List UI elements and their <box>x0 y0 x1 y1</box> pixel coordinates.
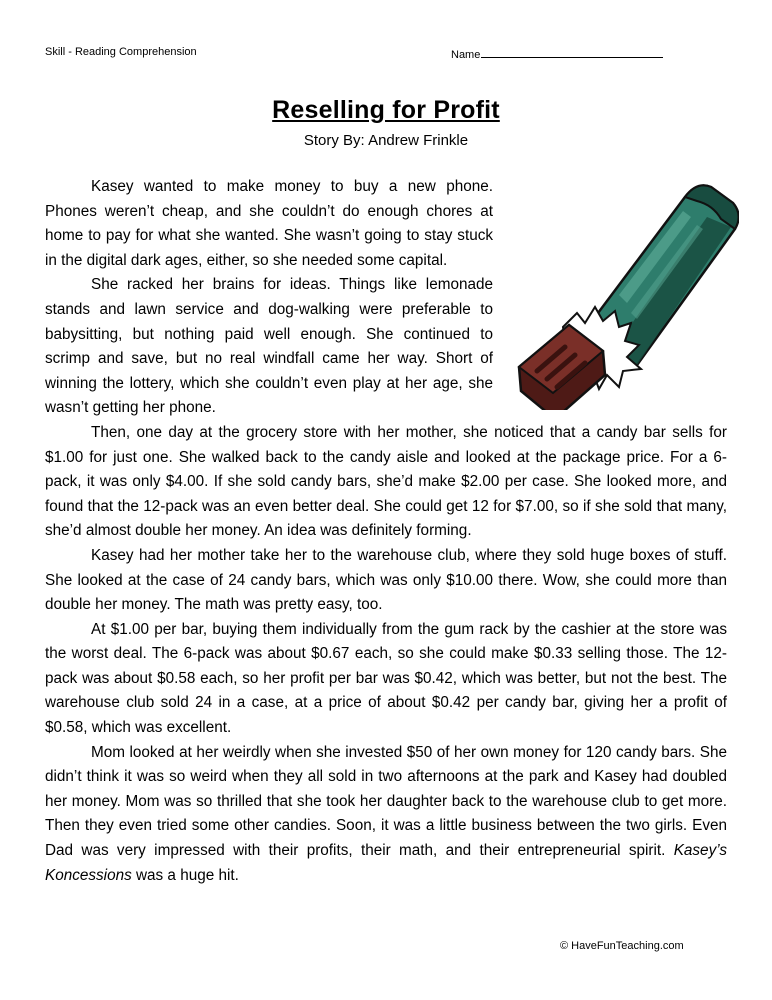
paragraph <box>45 741 727 889</box>
paragraph: Then, one day at the grocery store with her mother, she noticed that a candy bar sells for $1.00 for just one. She walked back to the candy aisle and looked at the package price. For a 6-pack, it was only $4.00. If she sold candy bars, she’d make $2.00 per case. She looked more, and found that the 12-pack was an even better deal. She could get 12 for $7.00, so if she sold that many, she’d almost double her money. An idea was definitely forming. <box>45 423 727 540</box>
paragraph: Kasey wanted to make money to buy a new phone. Phones weren’t cheap, and she couldn’t do enough chores at home to pay for what she wanted. She wasn’t going to stay stuck in the digital dark ages, either, so she needed some capital. <box>45 178 493 269</box>
candy-bar-illustration <box>507 175 739 410</box>
paragraph-text: was a huge hit. <box>131 866 239 884</box>
copyright-notice: © HaveFunTeaching.com <box>560 940 684 952</box>
skill-label: Skill - Reading Comprehension <box>45 46 197 58</box>
name-field <box>451 46 663 61</box>
story-byline: Story By: Andrew Frinkle <box>303 132 469 149</box>
story-title: Reselling for Profit <box>272 96 500 124</box>
paragraph: At $1.00 per bar, buying them individually from the gum rack by the cashier at the store was the worst deal. The 6-pack was about $0.67 each, so she could make $0.33 selling those. The 12-pack was about $0.58 each, so her profit per bar was $0.42, which was better, but not the best. The warehouse club sold 24 in a case, at a price of about $0.42 per candy bar, giving her a profit of $0.58, which was excellent. <box>45 620 727 737</box>
paragraph-text: Mom looked at her weirdly when she invested $50 of her own money for 120 candy bars. She didn’t think it was so weird when they all sold in two afternoons at the park and Kasey had doubled her money. Mom was so thrilled that she took her daughter back to the warehouse club to get more. Then they even tried some other candies. Soon, it was a little business between the two girls. Even Dad was very impressed with their profits, their math, and their entrepreneurial spirit. <box>45 743 727 860</box>
page-header <box>45 46 685 62</box>
name-blank-line <box>481 46 663 58</box>
paragraph: She racked her brains for ideas. Things like lemonade stands and lawn service and dog-walking were preferable to babysitting, but nothing paid well enough. She continued to scrimp and save, but no real windfall came her way. Short of winning the lottery, which she couldn’t even play at her age, she wasn’t getting her phone. <box>45 276 493 417</box>
paragraph: Kasey had her mother take her to the warehouse club, where they sold huge boxes of stuff. She looked at the case of 24 candy bars, which was only $10.00 there. Wow, she could more than double her money. The math was pretty easy, too. <box>45 546 727 614</box>
business-name: Kasey’s Koncessions <box>45 842 727 884</box>
name-label: Name <box>451 49 481 61</box>
candy-bar-icon <box>507 175 739 410</box>
story-body <box>45 175 727 888</box>
